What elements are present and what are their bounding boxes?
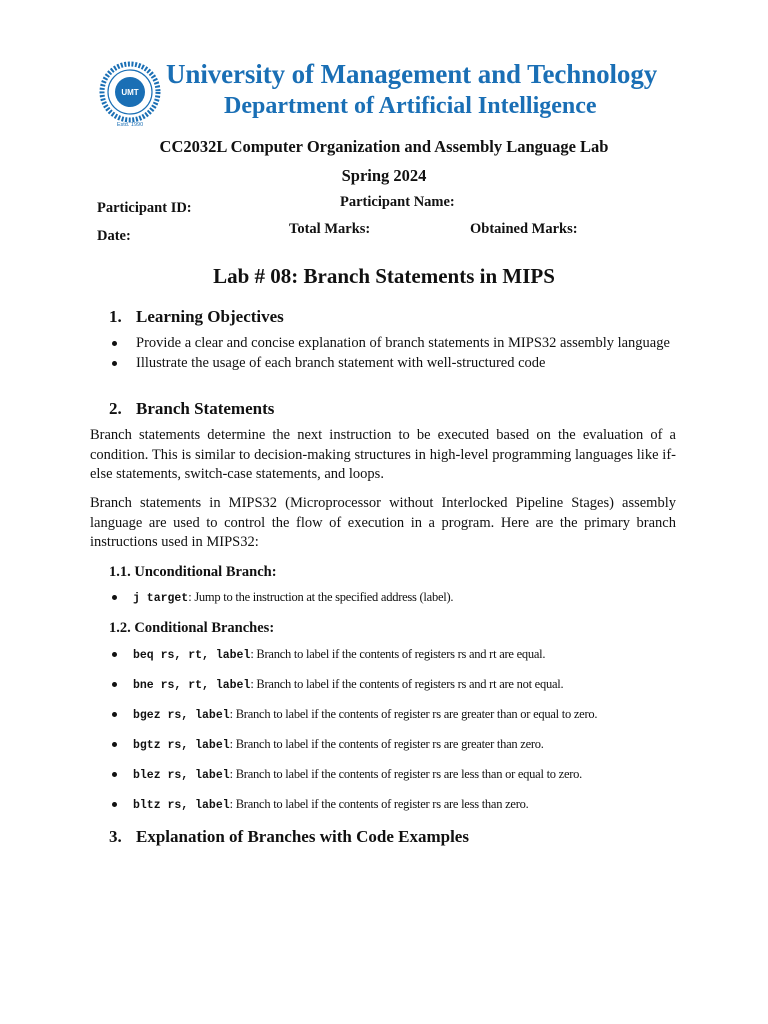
obtained-marks-label: Obtained Marks: [470,221,578,237]
instruction-code: blez rs, label [133,769,230,782]
instruction-code: bne rs, rt, label [133,679,251,692]
section-number: 3. [109,827,122,846]
university-logo [96,60,164,128]
list-item: Provide a clear and concise explanation of branch statements in MIPS32 assembly language [109,334,677,354]
total-marks-label: Total Marks: [289,221,371,237]
list-item: Illustrate the usage of each branch statement with well-structured code [109,354,677,374]
branch-item-bgtz [112,737,544,752]
section-heading-explanation [109,827,469,847]
branch-item-bgez [112,707,597,722]
instruction-desc: : Branch to label if the contents of register rs are less than or equal to zero. [229,767,583,781]
branch-item-j [112,590,453,605]
instruction-desc: : Branch to label if the contents of register rs are greater than zero. [229,737,544,751]
bullet-icon [112,682,117,687]
bullet-icon [112,652,117,657]
objectives-list [109,334,677,373]
branch-item-bltz [112,797,528,812]
term-label: Spring 2024 [341,166,427,185]
section-title: Learning Objectives [136,307,284,326]
course-title: CC2032L Computer Organization and Assembly Language Lab [159,137,609,156]
participant-id-label: Participant ID: [97,200,192,216]
instruction-code: beq rs, rt, label [133,649,251,662]
instruction-desc: : Branch to label if the contents of register rs are greater than or equal to zero. [229,707,598,721]
university-logo-seal [96,60,164,128]
bullet-icon [112,802,117,807]
bullet-icon [112,361,117,366]
instruction-desc: : Jump to the instruction at the specified address (label). [188,590,454,604]
branch-item-beq [112,647,545,662]
instruction-desc: : Branch to label if the contents of registers rs and rt are not equal. [250,677,564,691]
instruction-desc: : Branch to label if the contents of register rs are less than zero. [229,797,529,811]
instruction-code: bgtz rs, label [133,739,230,752]
bullet-icon [112,772,117,777]
lab-title: Lab # 08: Branch Statements in MIPS [213,264,555,288]
logo-initials: UMT [121,88,139,97]
bullet-icon [112,595,117,600]
bullet-icon [112,712,117,717]
section-title: Explanation of Branches with Code Examples [136,827,469,846]
subsection-unconditional-branch: 1.1. Unconditional Branch: [109,564,277,580]
subsection-conditional-branches: 1.2. Conditional Branches: [109,620,275,636]
department-title: Department of Artificial Intelligence [224,93,597,119]
branch-item-bne [112,677,563,692]
section-heading-learning-objectives [109,307,284,327]
instruction-desc: : Branch to label if the contents of registers rs and rt are equal. [250,647,546,661]
instruction-code: j target [133,592,189,605]
section-number: 2. [109,399,122,418]
paragraph-intro: Branch statements determine the next instruction to be executed based on the evaluation of a condition. This is similar to decision-making structures in high-level programming languages like if-else statements, switch-case statements, and loops. [90,427,676,482]
instruction-code: bltz rs, label [133,799,230,812]
paragraph-mips32: Branch statements in MIPS32 (Microprocessor without Interlocked Pipeline Stages) assembly language are used to control the flow of execution in a program. Here are the primary branch instructions used in MIPS32: [90,495,676,550]
bullet-icon [112,742,117,747]
university-title: University of Management and Technology [166,59,658,89]
section-title: Branch Statements [136,399,275,418]
participant-name-label: Participant Name: [340,194,455,210]
section-number: 1. [109,307,122,326]
branch-item-blez [112,767,582,782]
logo-established: Estd. 1990 [116,122,144,128]
instruction-code: bgez rs, label [133,709,230,722]
section-heading-branch-statements [109,399,274,419]
date-label: Date: [97,228,131,244]
bullet-icon [112,341,117,346]
